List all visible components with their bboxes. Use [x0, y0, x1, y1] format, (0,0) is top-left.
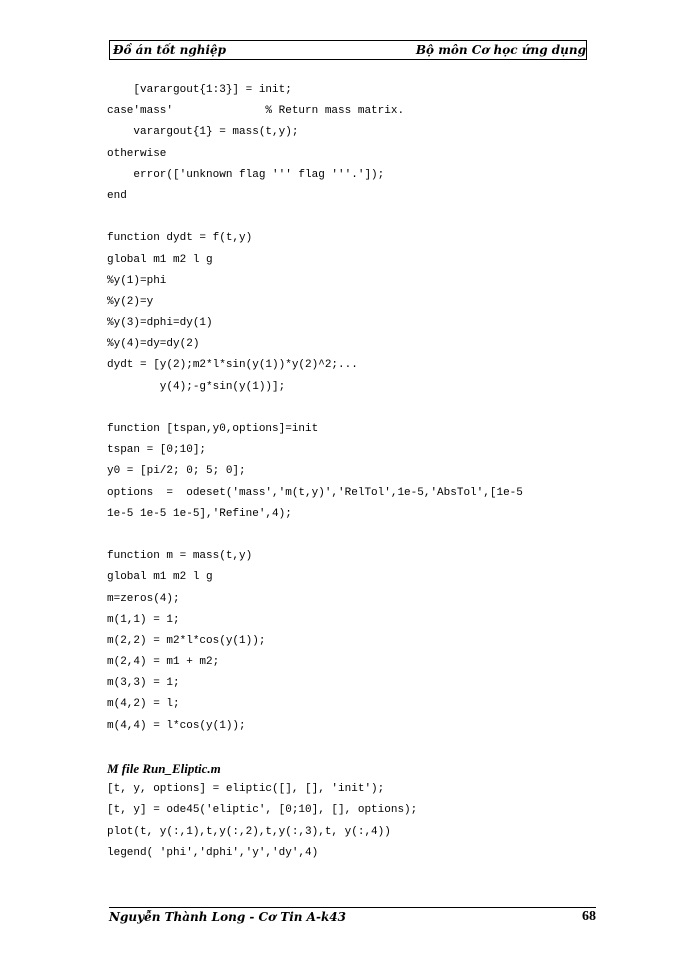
blank-line [107, 525, 607, 546]
code-block-function-mass [107, 546, 607, 737]
code-line: %y(4)=dy=dy(2) [107, 338, 200, 351]
blank-line [107, 737, 607, 758]
code-listing [107, 80, 607, 864]
code-block-function-init [107, 419, 607, 525]
code-block-run-eliptic [107, 779, 607, 864]
blank-line [107, 207, 607, 228]
code-line: [t, y] = ode45('eliptic', [0;10], [], options); [107, 804, 418, 817]
code-block-function-f [107, 228, 607, 398]
section-heading: M file Run_Eliptic.m [107, 761, 221, 776]
code-line: function m = mass(t,y) [107, 550, 253, 563]
code-line: m(2,2) = m2*l*cos(y(1)); [107, 634, 266, 647]
header-right-title: Bộ môn Cơ học ứng dụng [415, 43, 586, 57]
code-line: dydt = [y(2);m2*l*sin(y(1))*y(2)^2;... [107, 359, 358, 372]
code-line: function [tspan,y0,options]=init [107, 423, 319, 435]
code-line: %y(3)=dphi=dy(1) [107, 317, 213, 330]
code-line: %y(1)=phi [107, 274, 167, 287]
code-line: case'mass' % Return mass matrix. [107, 105, 405, 118]
code-line: options = odeset('mass','m(t,y)','RelTol',1e-5,'AbsTol',[1e-5 [107, 486, 523, 499]
code-line: y0 = [pi/2; 0; 5; 0]; [107, 465, 246, 478]
code-line: tspan = [0;10]; [107, 444, 207, 457]
code-line: legend( 'phi','dphi','y','dy',4) [107, 846, 319, 859]
code-line: m(2,4) = m1 + m2; [107, 656, 220, 669]
code-line: plot(t, y(:,1),t,y(:,2),t,y(:,3),t, y(:,4)) [107, 825, 391, 838]
footer-author: Nguyễn Thành Long - Cơ Tin A-k43 [109, 910, 346, 924]
code-line: m(1,1) = 1; [107, 613, 180, 626]
code-line: [t, y, options] = eliptic([], [], 'init'); [107, 783, 385, 796]
code-line: m=zeros(4); [107, 592, 180, 605]
footer-divider [109, 907, 596, 908]
code-line: 1e-5 1e-5 1e-5],'Refine',4); [107, 507, 292, 520]
code-line: varargout{1} = mass(t,y); [107, 126, 299, 139]
page-number: 68 [582, 909, 596, 924]
code-line: y(4);-g*sin(y(1))]; [107, 380, 286, 393]
page-header [109, 40, 587, 60]
code-line: global m1 m2 l g [107, 253, 213, 266]
code-line: m(4,2) = l; [107, 698, 180, 711]
code-line: %y(2)=y [107, 295, 154, 308]
code-line: global m1 m2 l g [107, 571, 213, 584]
code-line: [varargout{1:3}] = init; [107, 84, 292, 96]
code-line: function dydt = f(t,y) [107, 232, 253, 245]
code-line: m(4,4) = l*cos(y(1)); [107, 719, 246, 732]
code-line: end [107, 189, 127, 202]
code-line: otherwise [107, 147, 167, 160]
code-line: error(['unknown flag ''' flag '''.']); [107, 168, 385, 181]
header-left-title: Đồ án tốt nghiệp [113, 43, 227, 57]
code-block-init-mass-cases [107, 80, 607, 207]
blank-line [107, 398, 607, 419]
code-line: m(3,3) = 1; [107, 677, 180, 690]
